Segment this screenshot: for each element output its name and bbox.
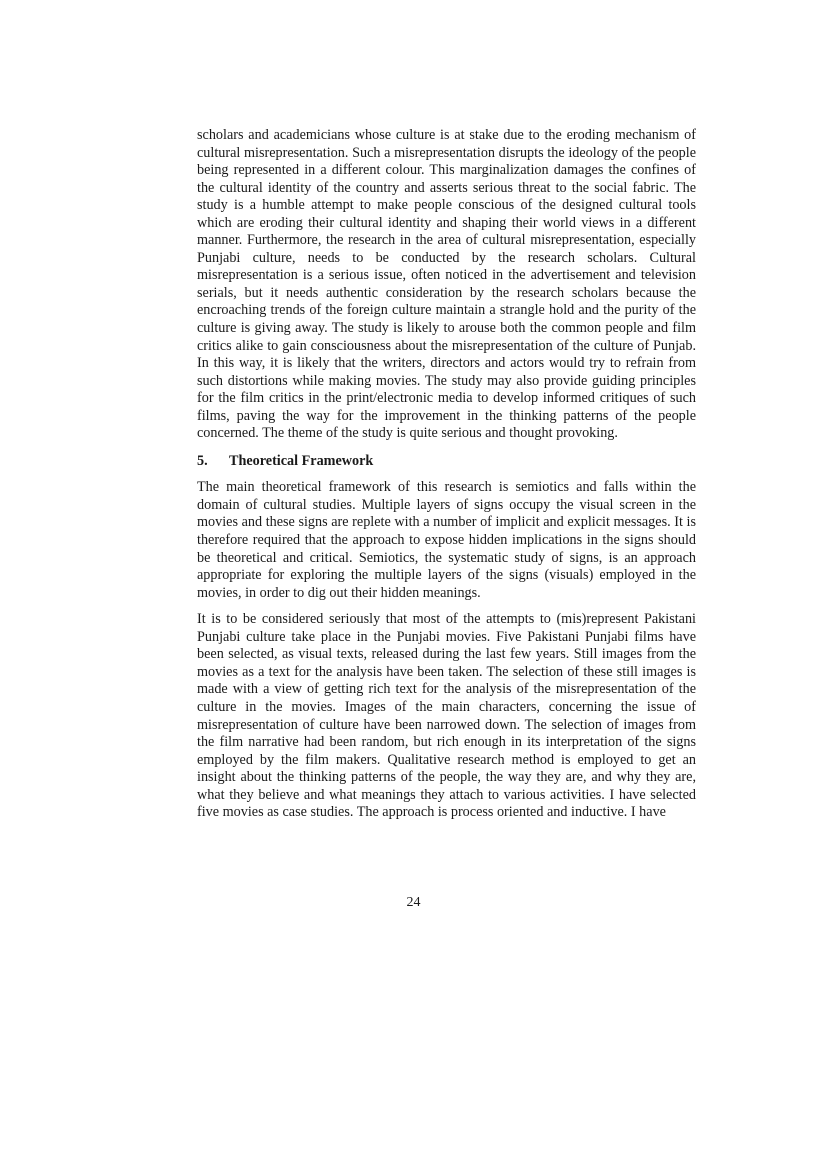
section-heading bbox=[197, 453, 696, 471]
paragraph-theoretical-framework: The main theoretical framework of this research is semiotics and falls within the domain of cultural studies. Multiple layers of signs occupy the visual screen in the movies and these signs are replete with a number of implicit and explicit messages. It is therefore required that the approach to expose hidden implications in the signs should be theoretical and critical. Semiotics, the systematic study of signs, is an approach appropriate for exploring the multiple layers of the signs (visuals) employed in the movies, in order to dig out their hidden meanings. bbox=[197, 479, 696, 601]
paragraph-significance-continued: scholars and academicians whose culture is at stake due to the eroding mechanism of cultural misrepresentation. Such a misrepresentation disrupts the ideology of the people being represented in a different colour. This marginalization damages the confines of the cultural identity of the country and asserts serious threat to the social fabric. The study is a humble attempt to make people conscious of the designed cultural tools which are eroding their cultural identity and shaping their world views in a different manner. Furthermore, the research in the area of cultural misrepresentation, especially Punjabi culture, needs to be conducted by the research scholars. Cultural misrepresentation is a serious issue, often noticed in the advertisement and television serials, but it needs authentic consideration by the research scholars because the encroaching trends of the foreign culture maintain a strangle hold and the purity of the culture is giving away. The study is likely to arouse both the common people and film critics alike to gain consciousness about the misrepresentation of the culture of Punjab. In this way, it is likely that the writers, directors and actors would try to refrain from such distortions while making movies. The study may also provide guiding principles for the film critics in the print/electronic media to develop informed critiques of such films, paving the way for the improvement in the thinking patterns of the people concerned. The theme of the study is quite serious and thought provoking. bbox=[197, 127, 696, 442]
section-title: Theoretical Framework bbox=[229, 452, 374, 469]
paragraph-methodology: It is to be considered seriously that most of the attempts to (mis)represent Pakistani Punjabi culture take place in the Punjabi movies. Five Pakistani Punjabi films have been selected, as visual texts, released during the last few years. Still images from the movies as a text for the analysis have been taken. The selection of these still images is made with a view of getting rich text for the analysis of the misrepresentation of the culture in the movies. Images of the main characters, concerning the issue of misrepresentation of culture have been narrowed down. The selection of images from the film narrative had been random, but rich enough in its interpretation of the signs employed by the film makers. Qualitative research method is employed to get an insight about the thinking patterns of the people, the way they are, and why they are, what they believe and what meanings they attach to various activities. I have selected five movies as case studies. The approach is process oriented and inductive. I have bbox=[197, 611, 696, 821]
section-number: 5. bbox=[197, 452, 208, 469]
body-text-column bbox=[197, 127, 696, 822]
page-number: 24 bbox=[406, 895, 421, 910]
